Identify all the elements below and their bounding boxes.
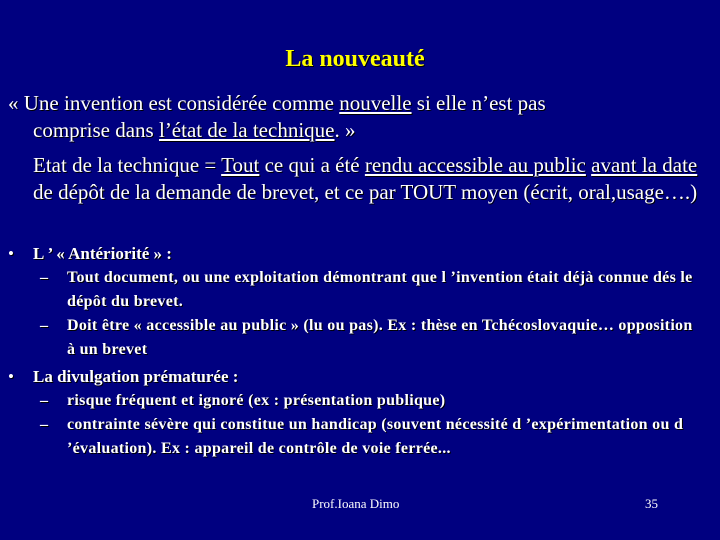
bullet-icon: •: [8, 367, 14, 386]
sub-bullet-text: contrainte sévère qui constitue un handicap (souvent nécessité d ’expérimentation ou d ’évaluation). Ex : appareil de contrôle de voie ferrée...: [67, 416, 684, 457]
underlined-term-avant-la-date: avant la date: [591, 153, 698, 177]
bullet-item-divulgation: [0, 365, 720, 389]
sub-bullet-item: [0, 314, 720, 362]
underlined-term-tout: Tout: [221, 153, 260, 177]
etat-text: Etat de la technique =: [33, 153, 222, 177]
quote-definition: [8, 90, 698, 144]
dash-icon: –: [40, 416, 49, 433]
bullet-item-anteriorite: [0, 242, 720, 266]
sub-bullet-item: [0, 266, 720, 314]
underlined-term-rendu-accessible: rendu accessible au public: [364, 153, 586, 177]
quote-line-1: [8, 90, 698, 117]
underlined-term-etat-technique: l’état de la technique: [158, 118, 335, 142]
quote-text: « Une invention est considérée comme: [8, 91, 340, 115]
bullet-text: L ’ « Antériorité » :: [33, 244, 172, 263]
etat-text: ce qui a été: [259, 153, 365, 177]
dash-icon: –: [40, 392, 49, 409]
quote-text: comprise dans: [33, 118, 159, 142]
sub-bullet-text: risque fréquent et ignoré (ex : présentation publique): [67, 392, 446, 409]
page-number: 35: [645, 496, 658, 511]
sub-bullet-text: Doit être « accessible au public » (lu ou pas). Ex : thèse en Tchécoslovaquie… opposition à un brevet: [67, 317, 693, 358]
slide-title: La nouveauté: [285, 46, 425, 72]
underlined-term-nouvelle: nouvelle: [339, 91, 412, 115]
etat-technique-definition: [33, 152, 713, 206]
quote-text: si elle n’est pas: [411, 91, 546, 115]
quote-text: . »: [334, 118, 356, 142]
quote-line-2: [8, 117, 698, 144]
sub-bullet-item: [0, 413, 720, 461]
etat-text: de dépôt de la demande de brevet, et ce par TOUT moyen (écrit, oral,usage….): [33, 180, 698, 204]
bullet-text: La divulgation prématurée :: [33, 367, 239, 386]
dash-icon: –: [40, 317, 49, 334]
bullet-list: [0, 242, 720, 461]
sub-bullet-text: Tout document, ou une exploitation démontrant que l ’invention était déjà connue dés le dépôt du brevet.: [67, 269, 693, 310]
footer-author: Prof.Ioana Dimo: [312, 496, 400, 511]
dash-icon: –: [40, 269, 49, 286]
sub-bullet-item: [0, 389, 720, 413]
bullet-icon: •: [8, 244, 14, 263]
